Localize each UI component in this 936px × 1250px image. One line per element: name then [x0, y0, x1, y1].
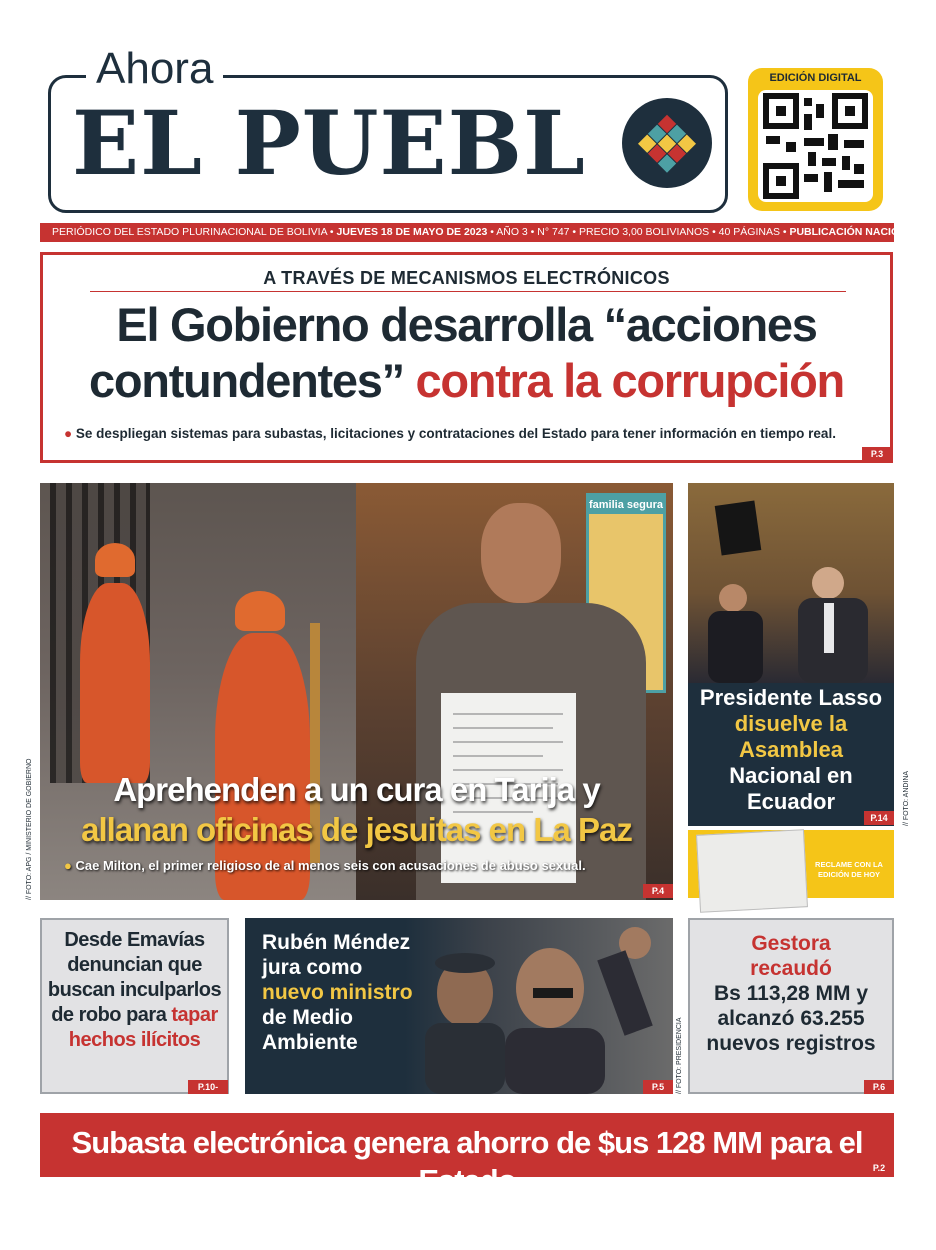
ecuador-page-tag: P.14 — [864, 811, 894, 825]
poster: familia segura — [586, 493, 666, 693]
ruben-photo — [405, 918, 673, 1094]
main-headline-line1: Aprehenden a un cura en Tarija y — [113, 771, 600, 808]
main-page-tag: P.4 — [643, 884, 673, 898]
publisher: PERIÓDICO DEL ESTADO PLURINACIONAL DE BOLIVIA — [52, 226, 328, 238]
lead-kicker: A TRAVÉS DE MECANISMOS ELECTRÓNICOS — [263, 268, 670, 288]
ruben-page-tag: P.5 — [643, 1080, 673, 1094]
gestora-headline[interactable]: Gestora recaudó Bs 113,28 MM y alcanzó 63.255 nuevos registros — [706, 932, 876, 1055]
ecuador-photo[interactable] — [688, 483, 894, 683]
lead-bullet-text: Se despliegan sistemas para subastas, licitaciones y contrataciones del Estado para tener información en tiempo real. — [75, 426, 836, 441]
masthead-title: EL PUEBL — [72, 91, 586, 195]
lead-headline-highlight: contra la corrupción — [415, 354, 844, 407]
main-bullet-text: Cae Milton, el primer religioso de al menos seis con acusaciones de abuso sexual. — [75, 858, 586, 873]
emavias-headline[interactable]: Desde Emavías denuncian que buscan inculparlos de robo para tapar hechos ilícitos — [47, 929, 222, 1051]
edition-date: JUEVES 18 DE MAYO DE 2023 — [336, 226, 488, 238]
ecuador-headline[interactable]: Presidente Lasso disuelve la Asamblea Nacional en Ecuador — [699, 685, 883, 814]
firefighter-figure — [80, 583, 150, 783]
newspaper-edition-icon — [696, 829, 808, 913]
reclame-text: RECLAME CON LA EDICIÓN DE HOY — [815, 860, 883, 879]
qr-label: EDICIÓN DIGITAL — [769, 72, 862, 84]
lead-headline[interactable] — [40, 297, 893, 409]
main-story-bullet — [64, 858, 586, 873]
lead-bullet — [64, 426, 836, 441]
edition-pages: 40 PÁGINAS — [718, 226, 780, 238]
ecuador-photo-credit: // FOTO: ANDINA — [903, 770, 910, 826]
edition-price: PRECIO 3,00 BOLIVIANOS — [579, 226, 710, 238]
photo-credit: // FOTO: APG / MINISTERIO DE GOBIERNO — [26, 758, 33, 900]
masthead-ahora: Ahora — [86, 44, 223, 94]
edition-info-bar: PERIÓDICO DEL ESTADO PLURINACIONAL DE BOLIVIA • JUEVES 18 DE MAYO DE 2023 • AÑO 3 • N° 747 • PRECIO 3,00 BOLIVIANOS • 40 PÁGINAS • PUBLICACIÓN NACIONAL — [40, 223, 894, 242]
edition-year: AÑO 3 — [496, 226, 528, 238]
emavias-page-tag: P.10-11 — [188, 1080, 228, 1094]
banner-headline[interactable]: Subasta electrónica genera ahorro de $us 128 MM para el Estado — [71, 1125, 863, 1198]
edition-number: N° 747 — [537, 226, 570, 238]
bullet-dot-icon: ● — [64, 426, 73, 441]
bullet-dot-icon: ● — [64, 858, 72, 873]
main-story-headline[interactable] — [40, 770, 673, 850]
masthead-logo-icon — [622, 98, 712, 188]
main-headline-line2: allanan oficinas de jesuitas en La Paz — [81, 811, 632, 848]
banner-page-tag: P.2 — [872, 1163, 886, 1173]
gestora-page-tag: P.6 — [864, 1080, 894, 1094]
qr-code-icon[interactable] — [758, 90, 873, 202]
lead-page-tag: P.3 — [862, 447, 892, 461]
ruben-photo-credit: // FOTO: PRESIDENCIA — [676, 1017, 683, 1094]
edition-scope: PUBLICACIÓN NACIONAL — [789, 226, 921, 238]
kicker-divider — [90, 291, 846, 292]
ruben-headline[interactable]: Rubén Méndez jura como nuevo ministro de Medio Ambiente — [262, 931, 413, 1054]
lead-headline-main: El Gobierno desarrolla “acciones contundentes” — [89, 298, 817, 407]
